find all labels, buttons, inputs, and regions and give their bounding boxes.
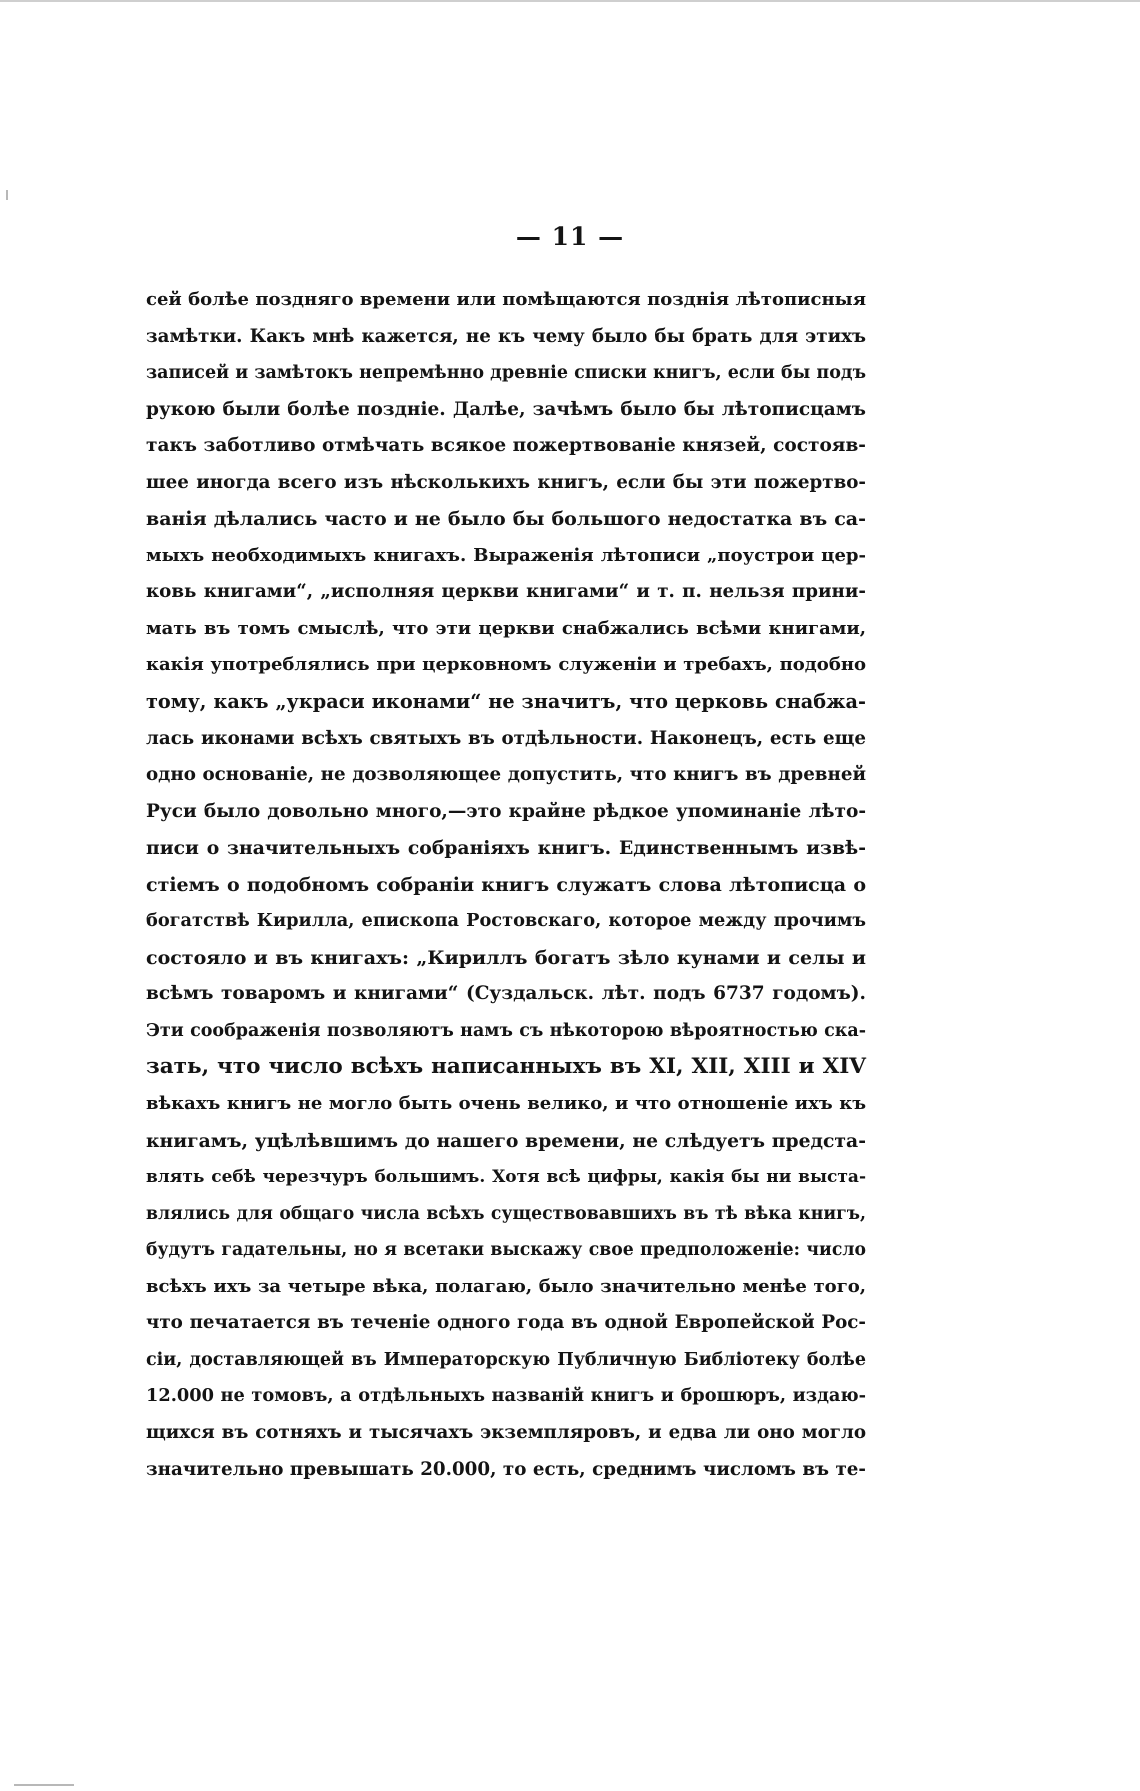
- text-line: значительно превышать 20.000, то есть, среднимъ числомъ въ те-: [146, 1458, 866, 1480]
- text-line: мыхъ необходимыхъ книгахъ. Выраженія лѣтописи „поустрои цер-: [146, 544, 866, 566]
- text-line: какія употреблялись при церковномъ служеніи и требахъ, подобно: [146, 654, 866, 676]
- text-line: такъ заботливо отмѣчать всякое пожертвованіе князей, состояв-: [146, 435, 866, 457]
- scan-edge-mark-top: [0, 0, 1140, 2]
- scan-edge-mark-left: [6, 190, 8, 200]
- body-text: [146, 282, 866, 1488]
- text-line: вѣкахъ книгъ не могло быть очень велико, и что отношеніе ихъ къ: [146, 1093, 866, 1115]
- text-line: одно основаніе, не дозволяющее допустить, что книгъ въ древней: [146, 764, 866, 786]
- text-line: книгамъ, уцѣлѣвшимъ до нашего времени, не слѣдуетъ предста-: [146, 1129, 866, 1152]
- text-line: ковь книгами“, „исполняя церкви книгами“ и т. п. нельзя прини-: [146, 581, 866, 603]
- text-line: всѣмъ товаромъ и книгами“ (Суздальск. лѣт. подъ 6737 годомъ).: [146, 983, 866, 1005]
- text-line: зать, что число всѣхъ написанныхъ въ XI, XII, XIII и XIV: [146, 1054, 866, 1080]
- text-line: рукою были болѣе поздніе. Далѣе, зачѣмъ было бы лѣтописцамъ: [146, 398, 866, 420]
- text-line: тому, какъ „украси иконами“ не значитъ, что церковь снабжа-: [146, 690, 866, 714]
- text-line: состояло и въ книгахъ: „Кириллъ богатъ зѣло кунами и селы и: [146, 946, 866, 969]
- text-line: будутъ гадательны, но я всетаки выскажу свое предположеніе: число: [146, 1240, 866, 1261]
- text-line: Эти соображенія позволяютъ намъ съ нѣкоторою вѣроятностью ска-: [146, 1020, 866, 1041]
- text-line: богатствѣ Кирилла, епископа Ростовскаго, которое между прочимъ: [146, 910, 866, 932]
- text-line: шее иногда всего изъ нѣсколькихъ книгъ, если бы эти пожертво-: [146, 471, 866, 493]
- text-line: щихся въ сотняхъ и тысячахъ экземпляровъ, и едва ли оно могло: [146, 1421, 866, 1443]
- text-line: Руси было довольно много,—это крайне рѣдкое упоминаніе лѣто-: [146, 800, 866, 822]
- text-line: мать въ томъ смыслѣ, что эти церкви снабжались всѣми книгами,: [146, 617, 866, 639]
- text-line: писи о значительныхъ собраніяхъ книгъ. Единственнымъ извѣ-: [146, 837, 866, 860]
- text-line: сей болѣе поздняго времени или помѣщаются позднія лѣтописныя: [146, 289, 866, 310]
- text-line: влялись для общаго числа всѣхъ существовавшихъ въ тѣ вѣка книгъ,: [146, 1203, 866, 1224]
- text-line: замѣтки. Какъ мнѣ кажется, не къ чему было бы брать для этихъ: [146, 325, 866, 347]
- text-line: ванія дѣлались часто и не было бы большого недостатка въ са-: [146, 508, 866, 531]
- text-line: стіемъ о подобномъ собраніи книгъ служатъ слова лѣтописца о: [146, 873, 866, 896]
- text-line: записей и замѣтокъ непремѣнно древніе списки книгъ, если бы подъ: [146, 363, 866, 384]
- text-line: что печатается въ теченіе одного года въ одной Европейской Рос-: [146, 1312, 866, 1334]
- page-number: — 11 —: [515, 222, 625, 251]
- text-line: влять себѣ черезчуръ большимъ. Хотя всѣ цифры, какія бы ни выста-: [146, 1167, 866, 1188]
- text-line: сіи, доставляющей въ Императорскую Публичную Библіотеку болѣе: [146, 1349, 866, 1370]
- text-line: 12.000 не томовъ, а отдѣльныхъ названій книгъ и брошюръ, издаю-: [146, 1385, 866, 1407]
- text-line: всѣхъ ихъ за четыре вѣка, полагаю, было значительно менѣе того,: [146, 1275, 866, 1297]
- text-line: лась иконами всѣхъ святыхъ въ отдѣльности. Наконецъ, есть еще: [146, 727, 866, 749]
- scan-edge-mark-bottom: [14, 1784, 74, 1786]
